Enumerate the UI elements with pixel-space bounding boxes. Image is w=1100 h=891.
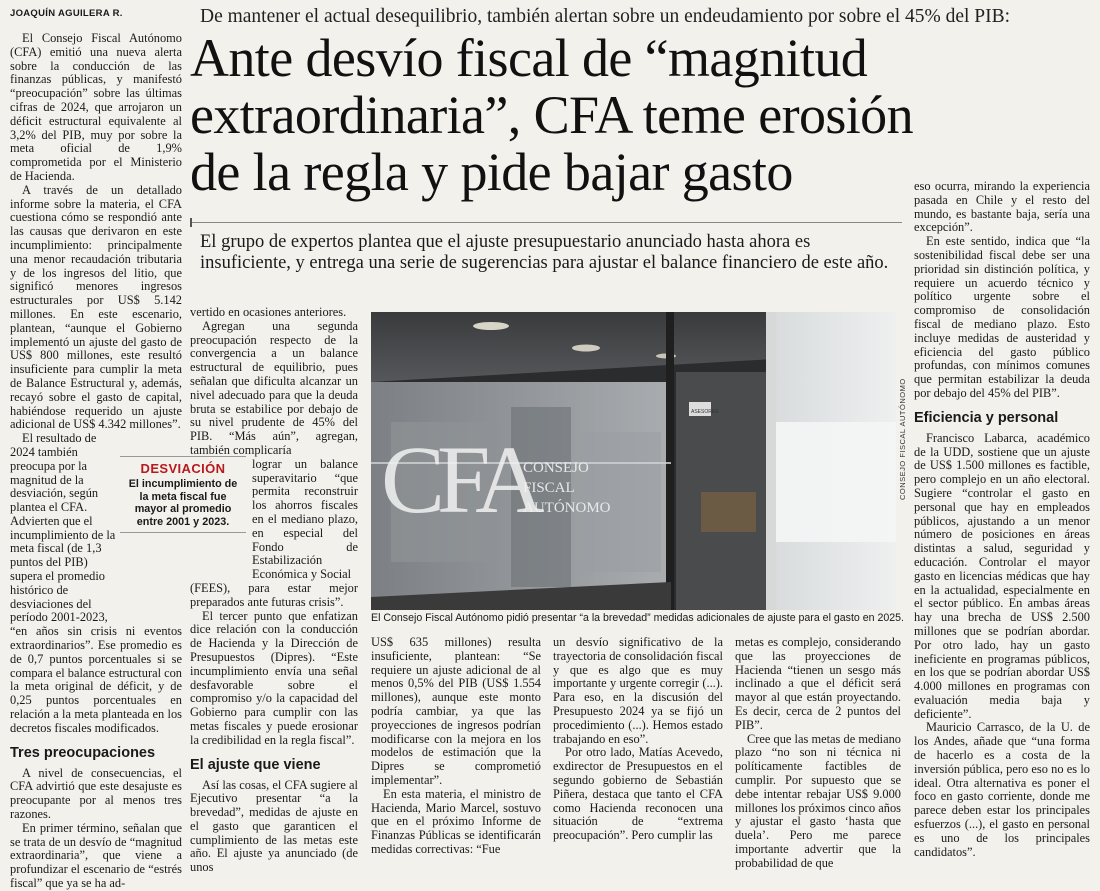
headline-line-3: de la regla y pide bajar gasto xyxy=(190,142,793,202)
column-2 xyxy=(190,306,358,875)
paragraph: A través de un detallado informe sobre la materia, el CFA cuestiona cómo se respondió ante las causas que derivaron en este incumplimiento: principalmente una menor recaudación tributaria y de los ingresos del litio, que significó menores ingresos estructurales por US$ 5.142 millones. En este escenario, plantean, “aunque el Gobierno implementó un ajuste del gasto de US$ 800 millones, este resultó insuficiente para cumplir la meta de Balance Estructural y, además, recayó sobre el gasto de capital, habiéndose requerido un ajuste adicional de US$ 4.342 millones”. xyxy=(10,182,182,432)
paragraph: Cree que las metas de mediano plazo “no son ni técnica ni políticamente factibles de cumplir. Por supuesto que se debe intentar rebajar US$ 9.000 millones los próximos cinco años y ajustar el gasto ‘hasta que duela’. Pero me parece importante advertir que la probabilidad de que xyxy=(735,731,901,870)
paragraph: A nivel de consecuencias, el CFA advirtió que este desajuste es preocupante por al menos tres razones. xyxy=(10,765,182,822)
kicker: De mantener el actual desequilibrio, también alertan sobre un endeudamiento por sobre el 45% del PIB: xyxy=(200,6,1011,27)
paragraph: Así las cosas, el CFA sugiere al Ejecutivo presentar “a la brevedad”, medidas de ajuste en el gasto que garanticen el cumplimiento de las metas este año. El ajuste ya anunciado (de unos xyxy=(190,777,358,875)
deck-tick xyxy=(190,218,192,227)
paragraph: un desvío significativo de la trayectoria de consolidación fiscal y que es algo que es muy importante y urgente corregir (...). Para eso, en la discusión del Presupuesto 2024 ya se fijó un procedimiento (...). Hemos estado trabajando en eso”. xyxy=(553,635,723,746)
subhead-el-ajuste-que-viene: El ajuste que viene xyxy=(190,756,321,773)
paragraph: US$ 635 millones) resulta insuficiente, plantean: “Se requiere un ajuste adicional de al menos 0,5% del PIB (US$ 1.554 millones), aunque este monto podría cambiar, ya que las proyecciones de ingresos podrían modificarse con la mejora en los modelos de estimación que la Dipres se comprometió implementar”. xyxy=(371,635,541,787)
office-photo-illustration xyxy=(371,312,896,610)
cfa-logo-text-3: AUTÓNOMO xyxy=(523,500,611,516)
cfa-office-photo xyxy=(371,312,896,610)
paragraph: Por otro lado, Matías Acevedo, exdirector de Presupuestos en el segundo gobierno de Sebastián Piñera, destaca que tanto el CFA como Hacienda reconocen una situación de “extrema preocupación”. Pero cumplir las xyxy=(553,745,723,843)
subhead-tres-preocupaciones: Tres preocupaciones xyxy=(10,744,156,761)
author-byline: JOAQUÍN AGUILERA R. xyxy=(10,8,123,19)
column-6 xyxy=(914,180,1090,859)
paragraph: “en años sin crisis ni eventos extraordinarios”. Ese promedio es de 0,7 puntos porcentuales si se compara el balance estructural con la meta original de déficit, y de 0,25 puntos porcentuales en relación a la meta planteada en los decretos fiscales modificados. xyxy=(10,624,182,735)
paragraph: En este sentido, indica que “la sostenibilidad fiscal debe ser una prioridad sin distinción política, y requiere un acuerdo técnico y político urgente sobre el compromiso de consolidación fiscal de mediano plazo. Esto incluye medidas de austeridad y eficiencia del gasto público profundas, con mínimos comunes que permitan estabilizar la deuda por debajo del 45% del PIB”. xyxy=(914,234,1090,400)
paragraph: Francisco Labarca, académico de la UDD, sostiene que un ajuste de US$ 1.500 millones es factible, pero complejo en un año electoral. Sugiere “controlar el gasto en personal que hay en empleados públicos, ajustando a un menor número de posiciones en áreas distintas a salud, seguridad y educación. Controlar el mayor gasto en licencias médicas que hay en la actualidad, especialmente en el sector público. En ambas áreas hay una brecha de US$ 2.500 millones que se podrían abordar. Por otro lado, hay un gasto ineficiente en programas públicos, en los que se podrían abordar US$ 4.000 millones en programas con evaluación media baja y deficiente”. xyxy=(914,430,1090,721)
headline-line-1: Ante desvío fiscal de “magnitud xyxy=(190,28,868,88)
subhead-eficiencia-y-personal: Eficiencia y personal xyxy=(914,409,1059,426)
paragraph: El tercer punto que enfatizan dice relación con la conducción de Hacienda y la Dirección de Presupuestos (Dipres). “Este incumplimiento envía una señal desfavorable sobre el compromiso y/o la capacidad del Gobierno para cumplir con las metas fiscales y puede erosionar la credibilidad en la regla fiscal”. xyxy=(190,608,358,747)
paragraph: En esta materia, el ministro de Hacienda, Mario Marcel, sostuvo que en el próximo Informe de Finanzas Públicas se identificarán medidas correctivas: “Fue xyxy=(371,786,541,856)
headline xyxy=(190,30,1020,201)
paragraph: El resultado de 2024 también preocupa por la magnitud de la desviación, según plantea el CFA. Advierten que el incumplimiento de la meta fiscal (de 1,3 puntos del PIB) supera el promedio histórico de desviaciones del período 2001-2023, xyxy=(10,431,116,625)
paragraph: lograr un balance superavitario “que permita reconstruir los ahorros fiscales en el mediano plazo, en especial del Fondo de Estabilización Económica y Social xyxy=(252,456,358,582)
headline-line-2: extraordinaria”, CFA teme erosión xyxy=(190,85,913,145)
cfa-logo-letters: CFA xyxy=(381,426,537,533)
column-5 xyxy=(735,636,901,871)
photo-caption: El Consejo Fiscal Autónomo pidió presentar “a la brevedad” medidas adicionales de ajuste para el gasto en 2025. xyxy=(371,612,904,624)
paragraph: vertido en ocasiones anteriores. xyxy=(190,305,347,319)
photo-credit: CONSEJO FISCAL AUTÓNOMO xyxy=(898,378,907,500)
cfa-logo-text-1: CONSEJO xyxy=(523,460,589,476)
paragraph: eso ocurra, mirando la experiencia pasada en Chile y el resto del mundo, es bastante baja, sería una excepción”. xyxy=(914,179,1090,235)
paragraph: metas es complejo, considerando que las proyecciones de Hacienda “tienen un sesgo más inclinado a que el déficit será mayor al que están proyectando. Es decir, cerca de 2 puntos del PIB”. xyxy=(735,635,901,732)
paragraph: Agregan una segunda preocupación respecto de la convergencia a un balance estructural de equilibrio, pues señalan que dificulta alcanzar un nivel adecuado para que la deuda bruta se estabilice por debajo de su nivel prudente de 45% del PIB. “Más aún”, agregan, también complicaría xyxy=(190,318,358,457)
column-3 xyxy=(371,636,541,857)
paragraph: En primer término, señalan que se trata de un desvío de “magnitud extraordinaria”, que viene a profundizar el escenario de “estrés fiscal” que ya se ha ad- xyxy=(10,820,182,891)
column-4 xyxy=(553,636,723,843)
deck: El grupo de expertos plantea que el ajuste presupuestario anunciado hasta ahora es insuficiente, y entrega una serie de sugerencias para ajustar el balance financiero de este año. xyxy=(200,232,889,273)
deck-rule xyxy=(190,222,902,223)
paragraph: Mauricio Carrasco, de la U. de los Andes, añade que “una forma de hacerlo es a costa de la inversión pública, pero eso no es lo ideal. Otra alternativa es poner el foco en gasto corriente, donde me parece deben estar los principales esfuerzos (...), el gasto en personal es uno de los principales candidatos”. xyxy=(914,720,1090,859)
cfa-logo-text-2: FISCAL xyxy=(523,480,575,496)
paragraph: El Consejo Fiscal Autónomo (CFA) emitió una nueva alerta sobre la conducción de las finanzas públicas, y manifestó “preocupación” sobre las últimas cifras de 2024, que arrojaron un déficit estructural equivalente al 3,2% del PIB, muy por sobre la meta oficial de 1,9% comprometida por el Ministerio de Hacienda. xyxy=(10,31,182,183)
paragraph: (FEES), para estar mejor preparados ante futuras crisis”. xyxy=(190,580,358,609)
sidebox-title: DESVIACIÓN xyxy=(140,461,226,476)
door-sign-text: ASESORES xyxy=(691,409,719,415)
sidebox-text: El incumplimiento de la meta fiscal fue mayor al promedio entre 2001 y 2023. xyxy=(128,478,238,528)
